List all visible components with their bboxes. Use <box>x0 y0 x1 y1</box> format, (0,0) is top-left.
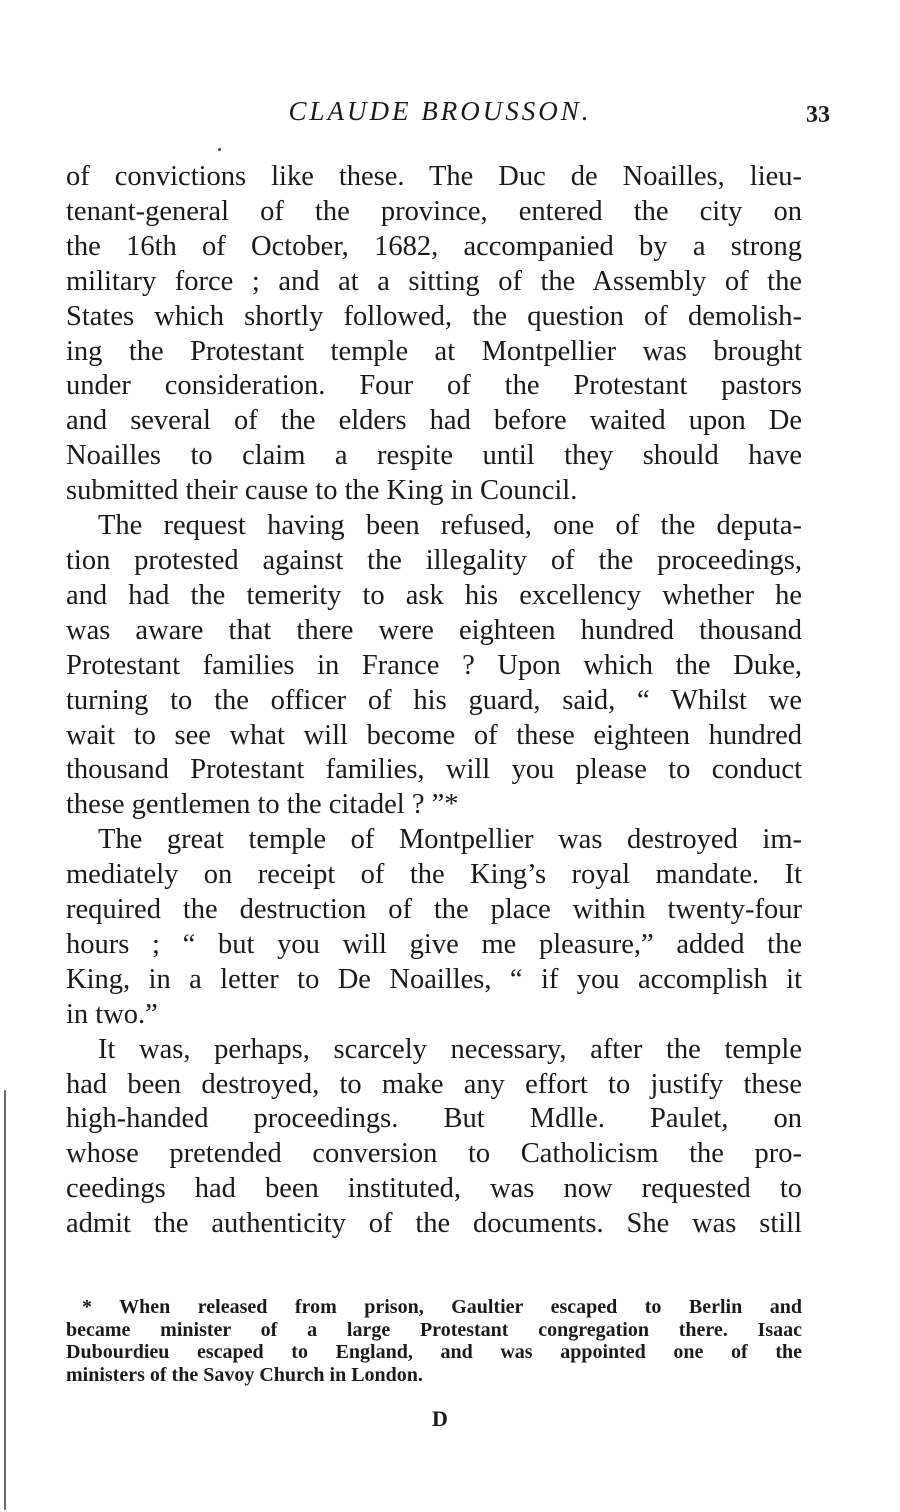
text-line: hours ; “ but you will give me pleasure,” added the <box>66 928 802 960</box>
paragraph-1 <box>66 160 802 509</box>
text-line: King, in a letter to De Noailles, “ if you accomplish it <box>66 963 802 995</box>
body-text <box>66 160 802 1242</box>
text-line: admit the authenticity of the documents. She was still <box>66 1208 802 1240</box>
text-line: ing the Protestant temple at Montpellier was brought <box>66 335 802 367</box>
running-head <box>0 96 900 136</box>
page-number: 33 <box>806 102 830 128</box>
text-line: thousand Protestant families, will you please to conduct <box>66 754 802 786</box>
signature-mark: D <box>432 1406 448 1431</box>
text-line: Noailles to claim a respite until they should have <box>66 440 802 472</box>
page-edge-shadow <box>4 1090 6 1510</box>
text-line: tion protested against the illegality of the proceedings, <box>66 544 802 576</box>
running-title: CLAUDE BROUSSON. <box>288 96 592 126</box>
text-line: and had the temerity to ask his excellency whether he <box>66 579 802 611</box>
paragraph-4 <box>66 1033 802 1242</box>
text-line: It was, perhaps, scarcely necessary, after the temple <box>98 1033 802 1065</box>
footnote-line: Dubourdieu escaped to England, and was appointed one of the <box>66 1341 802 1363</box>
text-line: and several of the elders had before waited upon De <box>66 405 802 437</box>
text-line: military force ; and at a sitting of the Assembly of the <box>66 265 802 297</box>
text-line: Protestant families in France ? Upon which the Duke, <box>66 649 802 681</box>
print-speck <box>218 148 221 151</box>
text-line: turning to the officer of his guard, said, “ Whilst we <box>66 684 802 716</box>
text-line: of convictions like these. The Duc de Noailles, lieu- <box>66 161 802 192</box>
footnote-line: ministers of the Savoy Church in London. <box>66 1363 423 1386</box>
text-line: the 16th of October, 1682, accompanied by a strong <box>66 230 802 262</box>
footnote-line: * When released from prison, Gaultier escaped to Berlin and <box>82 1296 802 1318</box>
paragraph-3 <box>66 823 802 1032</box>
text-line: States which shortly followed, the question of demolish- <box>66 300 802 332</box>
footnote-line: became minister of a large Protestant congregation there. Isaac <box>66 1318 802 1341</box>
text-line: had been destroyed, to make any effort to justify these <box>66 1068 802 1100</box>
text-line: high-handed proceedings. But Mdlle. Paulet, on <box>66 1103 802 1135</box>
text-line: tenant-general of the province, entered the city on <box>66 195 802 227</box>
text-line: The great temple of Montpellier was destroyed im- <box>98 824 802 856</box>
text-line: was aware that there were eighteen hundred thousand <box>66 614 802 646</box>
text-line: these gentlemen to the citadel ? ”* <box>66 789 459 821</box>
text-line: in two.” <box>66 998 158 1030</box>
footnote <box>66 1296 802 1386</box>
text-line: required the destruction of the place within twenty-four <box>66 894 802 926</box>
text-line: wait to see what will become of these eighteen hundred <box>66 719 802 751</box>
text-line: submitted their cause to the King in Council. <box>66 475 578 507</box>
text-line: ceedings had been instituted, was now requested to <box>66 1173 802 1205</box>
text-line: whose pretended conversion to Catholicism the pro- <box>66 1138 802 1170</box>
paragraph-2 <box>66 509 802 823</box>
text-line: under consideration. Four of the Protestant pastors <box>66 370 802 402</box>
text-line: The request having been refused, one of the deputa- <box>98 510 802 542</box>
text-line: mediately on receipt of the King’s royal mandate. It <box>66 859 802 891</box>
